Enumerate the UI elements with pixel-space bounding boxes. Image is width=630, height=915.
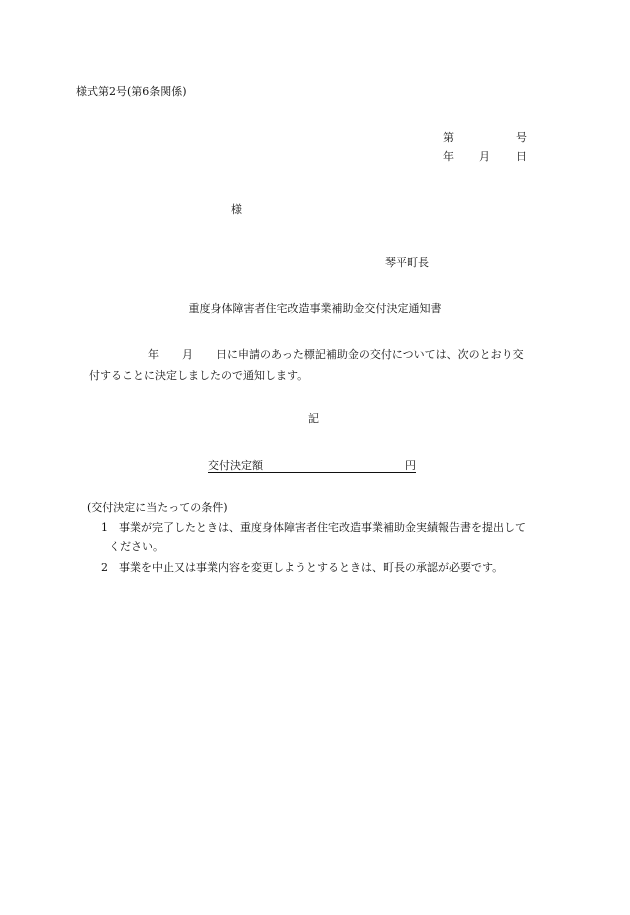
date-year: 年 [443,150,454,163]
date-month: 月 [479,150,490,163]
amount-label: 交付決定額 [208,459,263,472]
amount-unit: 円 [405,459,416,472]
condition-text: 事業が完了したときは、重度身体障害者住宅改造事業補助金実績報告書を提出して [119,521,526,534]
body-month: 月 [182,348,193,361]
date-day: 日 [516,150,527,163]
document-title: 重度身体障害者住宅改造事業補助金交付決定通知書 [188,302,442,315]
condition-text-continued: ください。 [109,540,164,553]
condition-item [101,561,503,575]
amount-blank [263,459,405,473]
number-suffix: 号 [516,131,527,144]
body-line-2: 付することに決定しましたので通知します。 [89,369,309,382]
addressee-honorific: 様 [231,203,242,216]
body-text-1: 日に申請のあった標記補助金の交付については、次のとおり交 [216,348,524,361]
condition-number: 2 [101,561,108,574]
conditions-heading: (交付決定に当たっての条件) [87,501,228,514]
body-line-1 [148,348,524,362]
number-prefix: 第 [443,131,454,144]
ki-heading: 記 [308,412,319,425]
condition-item [101,521,526,535]
form-number: 様式第2号(第6条関係) [76,85,187,98]
body-year: 年 [148,348,159,361]
condition-text: 事業を中止又は事業内容を変更しようとするときは、町長の承認が必要です。 [119,561,504,574]
issuer-name: 琴平町長 [385,256,429,269]
grant-amount-row [208,459,416,473]
condition-number: 1 [101,521,108,534]
